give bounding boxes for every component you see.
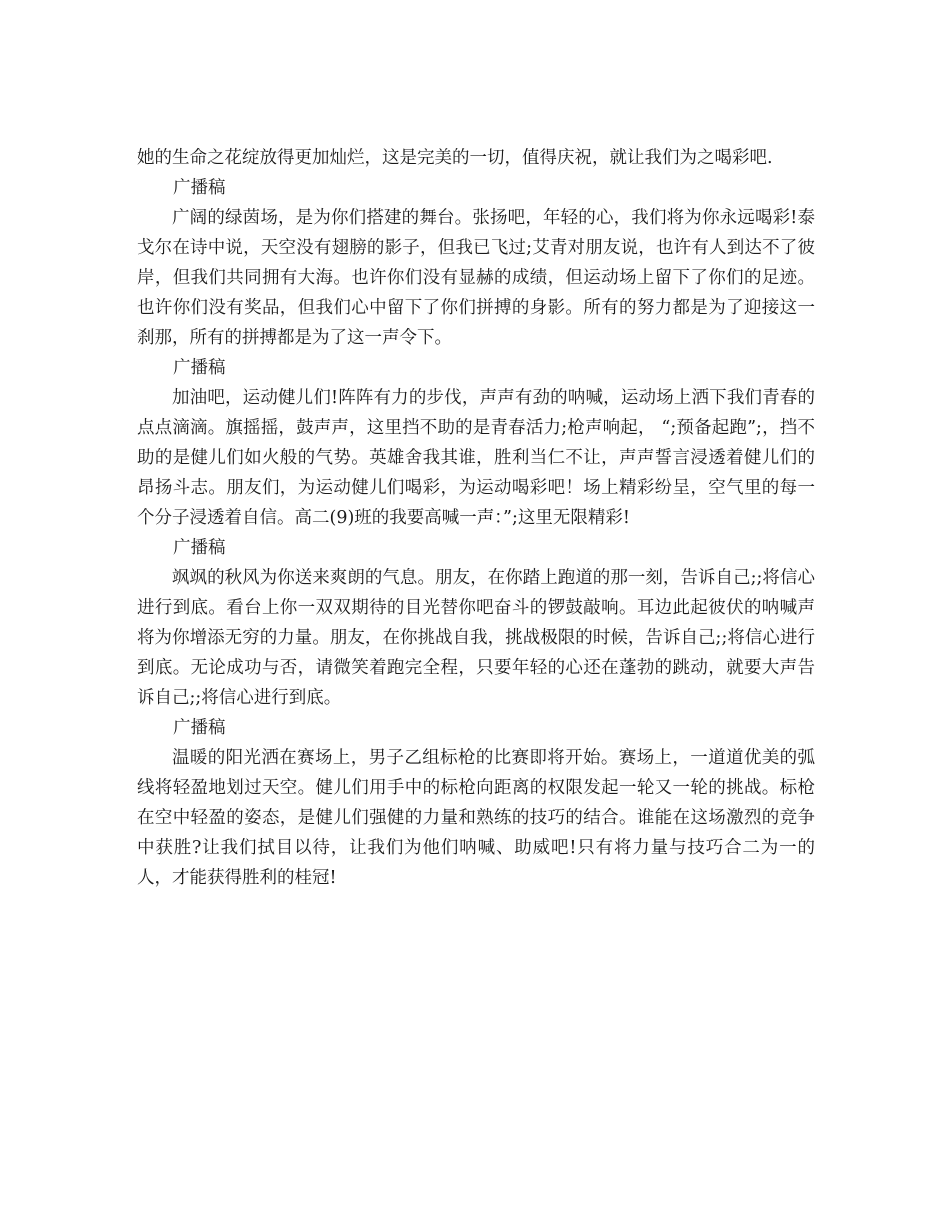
paragraph: 飒飒的秋风为你送来爽朗的气息。朋友，在你踏上跑道的那一刻，告诉自己;;将信心进行到底。看台上你一双双期待的目光替你吧奋斗的锣鼓敲响。耳边此起彼伏的呐喊声将为你增添无穷的力量。朋友，在你挑战自我，挑战极限的时候，告诉自己;;将信心进行到底。无论成功与否，请微笑着跑完全程，只要年轻的心还在蓬勃的跳动，就要大声告诉自己;;将信心进行到底。 — [137, 568, 815, 708]
section-heading: 广播稿 — [173, 538, 226, 558]
paragraph: 广阔的绿茵场，是为你们搭建的舞台。张扬吧，年轻的心，我们将为你永远喝彩!泰戈尔在诗中说，天空没有翅膀的影子，但我已飞过;艾青对朋友说，也许有人到达不了彼岸，但我们共同拥有大海。也许你们没有显赫的成绩，但运动场上留下了你们的足迹。也许你们没有奖品，但我们心中留下了你们拼搏的身影。所有的努力都是为了迎接这一刹那，所有的拼搏都是为了这一声令下。 — [137, 208, 815, 348]
section-heading: 广播稿 — [173, 718, 226, 738]
section-heading: 广播稿 — [173, 178, 226, 198]
document-body — [137, 143, 815, 893]
paragraph: 温暖的阳光洒在赛场上，男子乙组标枪的比赛即将开始。赛场上，一道道优美的弧线将轻盈地划过天空。健儿们用手中的标枪向距离的权限发起一轮又一轮的挑战。标枪在空中轻盈的姿态，是健儿们强健的力量和熟练的技巧的结合。谁能在这场激烈的竞争中获胜?让我们拭目以待，让我们为他们呐喊、助威吧!只有将力量与技巧合二为一的人，才能获得胜利的桂冠! — [137, 748, 815, 888]
paragraph-intro: 她的生命之花绽放得更加灿烂，这是完美的一切，值得庆祝，就让我们为之喝彩吧. — [137, 148, 773, 168]
paragraph: 加油吧，运动健儿们!阵阵有力的步伐，声声有劲的呐喊，运动场上洒下我们青春的点点滴滴。旗摇摇，鼓声声，这里挡不助的是青春活力;枪声响起， “;预备起跑”;，挡不助的是健儿们如火般的气势。英雄舍我其谁，胜利当仁不让，声声誓言浸透着健儿们的昂扬斗志。朋友们，为运动健儿们喝彩，为运动喝彩吧！场上精彩纷呈，空气里的每一个分子浸透着自信。高二(9)班的我要高喊一声：”;这里无限精彩! — [137, 388, 815, 528]
section-heading: 广播稿 — [173, 358, 226, 378]
